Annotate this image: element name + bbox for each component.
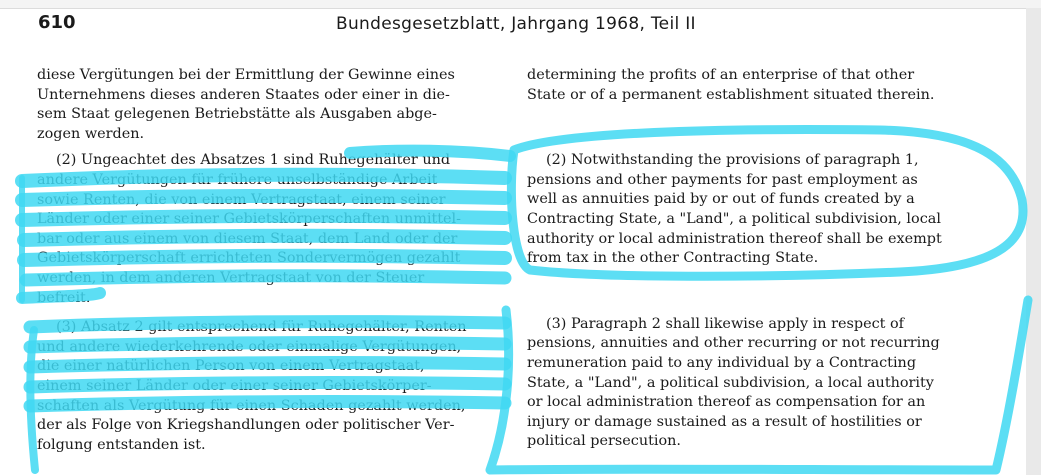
text-line: andere Vergütungen für frühere unselbständige Arbeit <box>37 171 438 188</box>
text-line: sowie Renten, die von einem Vertragstaat, einem seiner <box>37 191 446 208</box>
text-line: zogen werden. <box>37 125 145 142</box>
text-line: Gebietskörperschaft errichteten Sondervermögen gezahlt <box>37 250 461 267</box>
text-line: Unternehmens dieses anderen Staates oder einer in die- <box>37 86 450 103</box>
text-line: political persecution. <box>527 433 682 450</box>
text-line: befreit. <box>37 289 91 306</box>
text-line: (2) Notwithstanding the provisions of paragraph 1, <box>546 152 919 169</box>
text-line: pensions, annuities and other recurring or not recurring <box>527 335 940 352</box>
text-line: der als Folge von Kriegshandlungen oder politischer Ver- <box>37 417 455 434</box>
page-number: 610 <box>38 12 76 33</box>
text-line: Contracting State, a "Land", a political subdivision, local <box>527 210 941 227</box>
viewer-top-strip <box>0 0 1041 9</box>
german-column <box>37 66 503 455</box>
text-line: (3) Paragraph 2 shall likewise apply in respect of <box>546 315 905 332</box>
text-line: werden, in dem anderen Vertragstaat von der Steuer <box>37 269 425 286</box>
text-line: sem Staat gelegenen Betriebstätte als Ausgaben abge- <box>37 106 437 123</box>
text-line: schaften als Vergütung für einen Schaden gezahlt werden, <box>37 397 466 414</box>
text-line: Länder oder einer seiner Gebietskörperschaften unmittel- <box>37 211 462 228</box>
english-paragraph-2 <box>527 151 993 269</box>
text-line: (2) Ungeachtet des Absatzes 1 sind Ruhegehälter und <box>56 152 451 169</box>
german-paragraph-3 <box>37 318 503 455</box>
text-line: folgung entstanden ist. <box>37 436 206 453</box>
text-line: determining the profits of an enterprise of that other <box>527 67 915 83</box>
german-paragraph-continuation <box>37 66 503 144</box>
text-line: pensions and other payments for past employment as <box>527 171 918 188</box>
text-line: (3) Absatz 2 gilt entsprechend für Ruhegehälter, Renten <box>56 319 467 336</box>
text-line: die einer natürlichen Person von einem Vertragstaat, <box>37 358 425 375</box>
text-line: bar oder aus einem von diesem Staat, dem Land oder der <box>37 230 458 247</box>
english-column <box>527 66 993 452</box>
page-title: Bundesgesetzblatt, Jahrgang 1968, Teil II <box>336 14 696 34</box>
highlight-stroke <box>30 330 35 470</box>
german-paragraph-2 <box>37 151 503 308</box>
text-line: und andere wiederkehrende oder einmalige Vergütungen, <box>37 338 462 355</box>
text-line: diese Vergütungen bei der Ermittlung der Gewinne eines <box>37 67 455 83</box>
text-line: from tax in the other Contracting State. <box>527 250 819 267</box>
text-line: injury or damage sustained as a result of hostilities or <box>527 413 922 430</box>
english-paragraph-continuation <box>527 66 993 105</box>
english-paragraph-3 <box>527 315 993 452</box>
text-line: well as annuities paid by or out of funds created by a <box>527 191 915 208</box>
text-line: State or of a permanent establishment situated therein. <box>527 86 935 103</box>
text-line: State, a "Land", a political subdivision, a local authority <box>527 374 934 391</box>
text-line: or local administration thereof as compensation for an <box>527 394 926 411</box>
text-line: remuneration paid to any individual by a Contracting <box>527 354 917 371</box>
text-line: authority or local administration thereof shall be exempt <box>527 230 942 247</box>
text-line: einem seiner Länder oder einer seiner Gebietskörper- <box>37 377 432 394</box>
scrollbar-track[interactable] <box>1026 8 1041 475</box>
